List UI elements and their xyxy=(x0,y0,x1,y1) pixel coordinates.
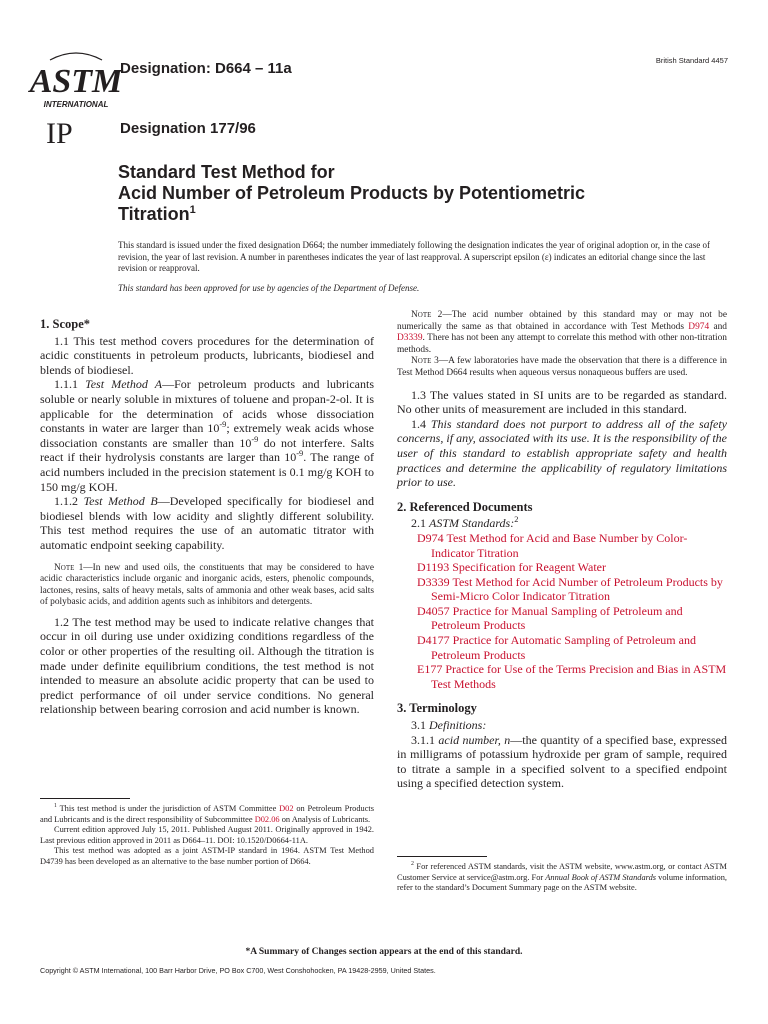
para-1-1-1: 1.1.1 Test Method A—For petroleum products and lubricants soluble or nearly soluble in mixtures of toluene and propan-2-ol. It is applicable for the determination of acids whose dissociation constants in water are larger than $10^{-9}$; extremely weak acids whose dissociation constants are smaller than $10^{-9}$ do not interfere. Salts react if their hydrolysis constants are larger than $10^{-9}$. The range of acid numbers included in the precision statement is 0.1 mg/g KOH to 150 mg/g KOH. xyxy=(40,377,375,494)
reference-code-link[interactable]: D4057 xyxy=(417,603,450,618)
link-d3339[interactable]: D3339 xyxy=(397,333,423,344)
para-3-1: 3.1 Definitions: xyxy=(411,718,487,733)
terminology-heading: 3. Terminology xyxy=(397,701,477,716)
note-1: Note 1—In new and used oils, the constituents that may be considered to have acidic characteristics include organic and inorganic acids, esters, phenolic compounds, lactones, resins, salts of heavy metals, salts of ammonia and other weak bases, acid salts of polybasic acids, and addition agents such as inhibitors and detergents. xyxy=(40,562,374,608)
footnote-1: $^1$ This test method is under the jurisdiction of ASTM Committee D02 on Petroleum Products and Lubricants and is the direct responsibility of Subcommittee D02.06 on Analysis of Lubricants. Current edition approved July 15, 2011. Published August 2011. Originally approved in 1942. Last previous edition approved in 2011 as D664–11. DOI: 10.1520/D0664-11A. This test method was adopted as a joint ASTM-IP standard in 1964. ASTM Test Method D4739 has been developed as an alternative to the base number portion of D664. xyxy=(40,798,374,868)
link-d02[interactable]: D02 xyxy=(279,804,294,813)
summary-of-changes-note: *A Summary of Changes section appears at the end of this standard. xyxy=(245,947,523,957)
right-column xyxy=(397,310,727,791)
reference-title-link[interactable]: Specification for Reagent Water xyxy=(452,560,606,575)
dod-approval: This standard has been approved for use by agencies of the Department of Defense. xyxy=(118,282,420,293)
refdocs-heading: 2. Referenced Documents xyxy=(397,499,533,514)
link-d974[interactable]: D974 xyxy=(688,321,710,332)
scope-heading: 1. Scope* xyxy=(40,317,90,331)
footnote-2: $^2$ For referenced ASTM standards, visit the ASTM website, www.astm.org, or contact ASTM Customer Service at service@astm.org. For Annual Book of ASTM Standards volume information, refer to the standard’s Document Summary page on the ASTM website. xyxy=(397,856,727,894)
reference-title-link[interactable]: Practice for Use of the Terms Precision and Bias in ASTM Test Methods xyxy=(431,662,727,691)
svg-text:ASTM: ASTM xyxy=(29,63,123,100)
para-1-3: 1.3 The values stated in SI units are to be regarded as standard. No other units of measurement are included in this standard. xyxy=(397,387,727,417)
british-standard: British Standard 4457 xyxy=(655,56,728,65)
document-title: Standard Test Method for Acid Number of Petroleum Products by Potentiometric Titration$^1$ xyxy=(118,162,586,224)
svg-text:IP: IP xyxy=(46,117,73,150)
designation: Designation: D664 – 11a xyxy=(120,60,292,77)
note-3: Note 3—A few laboratories have made the observation that there is a difference in Test Method D664 results when aqueous versus nonaqueous buffers are used. xyxy=(397,356,727,378)
designation-ip: Designation 177/96 xyxy=(120,120,256,137)
reference-code-link[interactable]: E177 xyxy=(417,662,443,677)
reference-item xyxy=(407,633,727,662)
reference-code-link[interactable]: D4177 xyxy=(417,633,450,648)
intro-text: This standard is issued under the fixed designation D664; the number immediately following the designation indicates the year of original adoption or, in the case of revision, the year of last revision. A number in parentheses indicates the year of last reapproval. A superscript epsilon (ε) indicates an editorial change since the last revision or reapproval. xyxy=(118,240,710,273)
footnote-rule xyxy=(40,798,130,799)
reference-title-link[interactable]: Test Method for Acid and Base Number by Color-Indicator Titration xyxy=(431,530,688,560)
astm-logo xyxy=(29,50,123,110)
reference-item xyxy=(407,531,727,560)
ip-logo xyxy=(44,118,100,148)
reference-title-link[interactable]: Practice for Manual Sampling of Petroleum and Petroleum Products xyxy=(431,603,683,633)
reference-title-link[interactable]: Test Method for Acid Number of Petroleum Products by Semi-Micro Color Indicator Titration xyxy=(431,574,723,604)
reference-code-link[interactable]: D974 xyxy=(417,530,444,545)
reference-item xyxy=(407,662,727,691)
astm-logo-text: INTERNATIONAL xyxy=(43,100,109,109)
left-column xyxy=(40,313,374,717)
para-3-1-1: 3.1.1 acid number, n—the quantity of a specified base, expressed in milligrams of potassium hydroxide per gram of sample, required to titrate a sample in a specified solvent to a specified endpoint using a specified detection system. xyxy=(397,732,727,791)
reference-code-link[interactable]: D3339 xyxy=(417,574,450,589)
para-1-4: 1.4 This standard does not purport to address all of the safety concerns, if any, associated with its use. It is the responsibility of the user of this standard to establish appropriate safety and health practices and determine the applicability of regulatory limitations prior to use. xyxy=(397,416,727,490)
reference-code-link[interactable]: D1193 xyxy=(417,560,450,575)
para-1-2: 1.2 The test method may be used to indicate relative changes that occur in oil during use under oxidizing conditions regardless of the color or other properties of the resulting oil. Although the titration is made under definite equilibrium conditions, the test method is not intended to measure an absolute acidic property that can be used to predict performance of oil under service conditions. No general relationship between bearing corrosion and acid number is known. xyxy=(40,614,374,717)
reference-item xyxy=(407,560,727,575)
intro-block xyxy=(118,240,730,294)
link-d02-06[interactable]: D02.06 xyxy=(254,814,280,824)
reference-title-link[interactable]: Practice for Automatic Sampling of Petroleum and Petroleum Products xyxy=(431,633,696,662)
reference-list xyxy=(407,531,727,692)
para-1-1-2: 1.1.2 Test Method B—Developed specifically for biodiesel and biodiesel blends with low acidity and slightly different solubility. This test method requires the use of an automatic titrator with automatic endpoint seeking capability. xyxy=(40,494,375,552)
footnote-rule xyxy=(397,856,487,857)
note-2: Note 2—The acid number obtained by this standard may or may not be numerically the same as that obtained in accordance with Test Methods D974 and D3339. There has not been any attempt to correlate this method with other non-titration methods. xyxy=(397,310,727,355)
para-2-1: 2.1 ASTM Standards:$^2$ xyxy=(411,515,519,531)
reference-item xyxy=(407,604,727,633)
reference-item xyxy=(407,575,727,604)
copyright: Copyright © ASTM International, 100 Barr Harbor Drive, PO Box C700, West Conshohocken, PA 19428-2959, United States. xyxy=(40,966,436,975)
para-1-1: 1.1 This test method covers procedures for the determination of acidic constituents in petroleum products, lubricants, biodiesel and blends of biodiesel. xyxy=(40,333,374,377)
